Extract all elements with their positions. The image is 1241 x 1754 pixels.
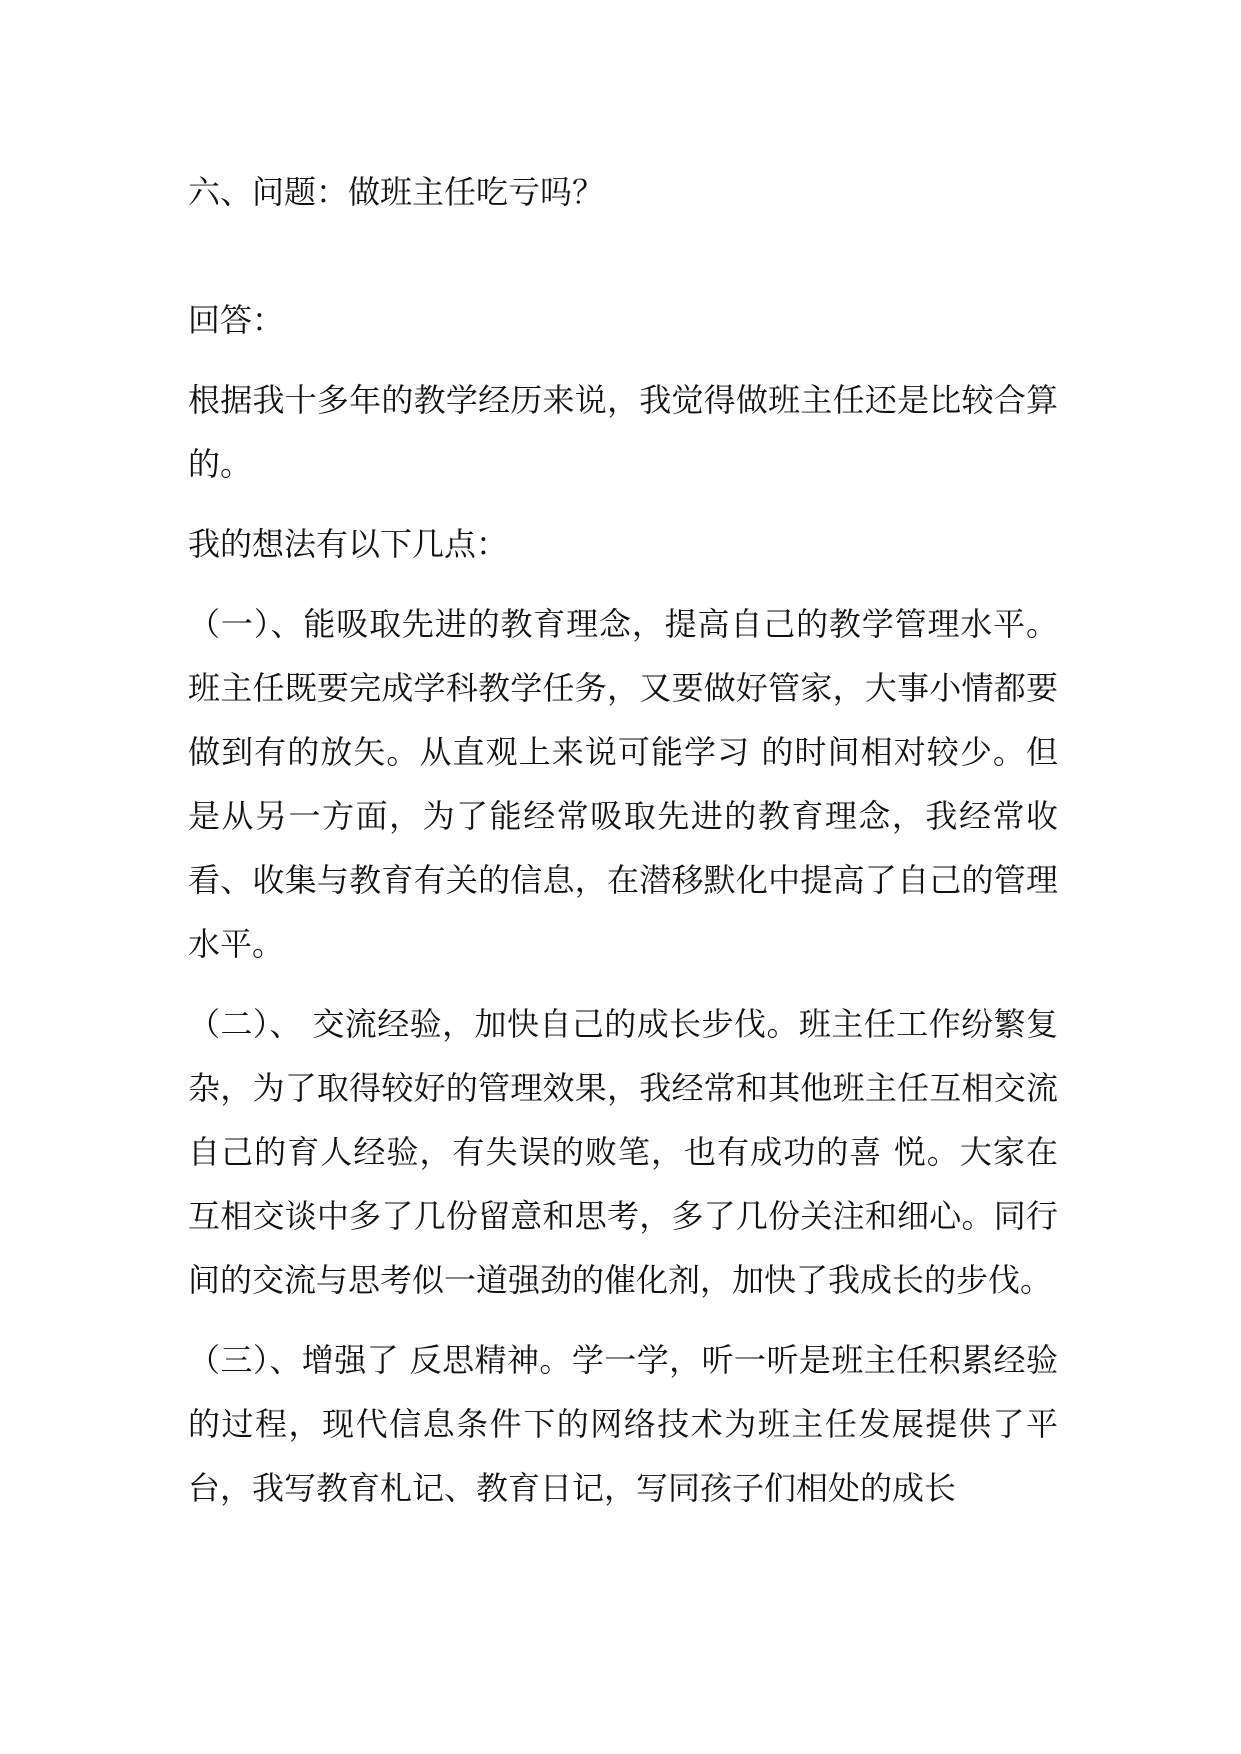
point-one-paragraph: （一）、能吸取先进的教育理念，提高自己的教学管理水平。班主任既要完成学科教学任务，又要做好管家，大事小情都要做到有的放矢。从直观上来说可能学习 的时间相对较少。但是从另一方面，为了能经常吸取先进的教育理念，我经常收看、收集与教育有关的信息，在潜移默化中提高了自己的管理水平。: [188, 605, 1058, 963]
intro-paragraph: 根据我十多年的教学经历来说，我觉得做班主任还是比较合算的。: [188, 381, 1058, 483]
point-three-paragraph: （三）、增强了 反思精神。学一学，听一听是班主任积累经验的过程，现代信息条件下的网络技术为班主任发展提供了平台，我写教育札记、教育日记，写同孩子们相处的成长: [188, 1341, 1058, 1507]
answer-label: 回答：: [188, 301, 285, 339]
points-lead: 我的想法有以下几点：: [188, 525, 509, 563]
section-heading: 六、问题：做班主任吃亏吗？: [188, 173, 605, 211]
point-two-paragraph: （二）、 交流经验，加快自己的成长步伐。班主任工作纷繁复杂，为了取得较好的管理效果，我经常和其他班主任互相交流自己的育人经验，有失误的败笔，也有成功的喜 悦。大家在互相交谈中多了几份留意和思考，多了几份关注和细心。同行间的交流与思考似一道强劲的催化剂，加快了我成长的步伐。: [188, 1005, 1058, 1299]
document-body: [188, 160, 1058, 1520]
